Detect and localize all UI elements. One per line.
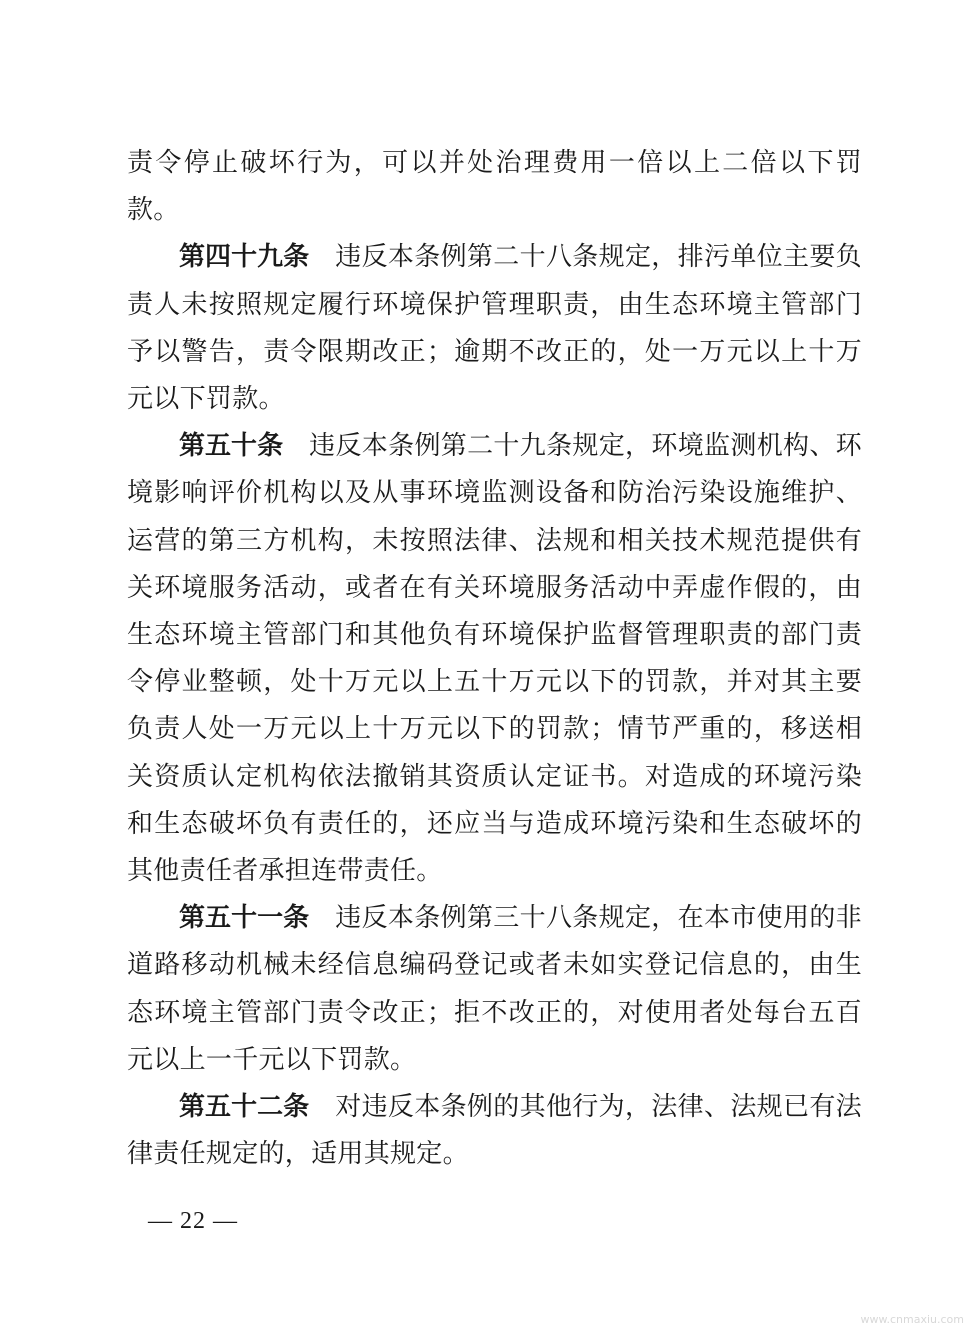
paragraph-text: 违反本条例第二十八条规定，排污单位主要负责人未按照规定履行环境保护管理职责，由生态环境主管部门予以警告，责令限期改正；逾期不改正的，处一万元以上十万元以下罚款。 bbox=[127, 242, 862, 415]
page-number: — 22 — bbox=[148, 1208, 238, 1234]
watermark: www.cnmaxiu.com bbox=[860, 1313, 964, 1326]
article-51-paragraph bbox=[127, 895, 862, 1084]
article-number: 第五十一条 bbox=[179, 903, 310, 934]
article-50-paragraph bbox=[127, 423, 862, 895]
article-52-paragraph bbox=[127, 1084, 862, 1178]
document-body bbox=[127, 140, 862, 1178]
article-49-paragraph bbox=[127, 234, 862, 423]
article-number: 第五十二条 bbox=[179, 1092, 310, 1123]
article-number: 第四十九条 bbox=[179, 242, 310, 273]
paragraph-text: 责令停止破坏行为，可以并处治理费用一倍以上二倍以下罚款。 bbox=[127, 148, 862, 226]
article-number: 第五十条 bbox=[179, 431, 284, 462]
continuation-paragraph bbox=[127, 140, 862, 234]
paragraph-text: 对违反本条例的其他行为，法律、法规已有法律责任规定的，适用其规定。 bbox=[127, 1092, 862, 1170]
paragraph-text: 违反本条例第二十九条规定，环境监测机构、环境影响评价机构以及从事环境监测设备和防治污染设施维护、运营的第三方机构，未按照法律、法规和相关技术规范提供有关环境服务活动，或者在有关环境服务活动中弄虚作假的，由生态环境主管部门和其他负有环境保护监督管理职责的部门责令停业整顿，处十万元以上五十万元以下的罚款，并对其主要负责人处一万元以上十万元以下的罚款；情节严重的，移送相关资质认定机构依法撤销其资质认定证书。对造成的环境污染和生态破坏负有责任的，还应当与造成环境污染和生态破坏的其他责任者承担连带责任。 bbox=[127, 431, 862, 887]
paragraph-text: 违反本条例第三十八条规定，在本市使用的非道路移动机械未经信息编码登记或者未如实登记信息的，由生态环境主管部门责令改正；拒不改正的，对使用者处每台五百元以上一千元以下罚款。 bbox=[127, 903, 862, 1075]
